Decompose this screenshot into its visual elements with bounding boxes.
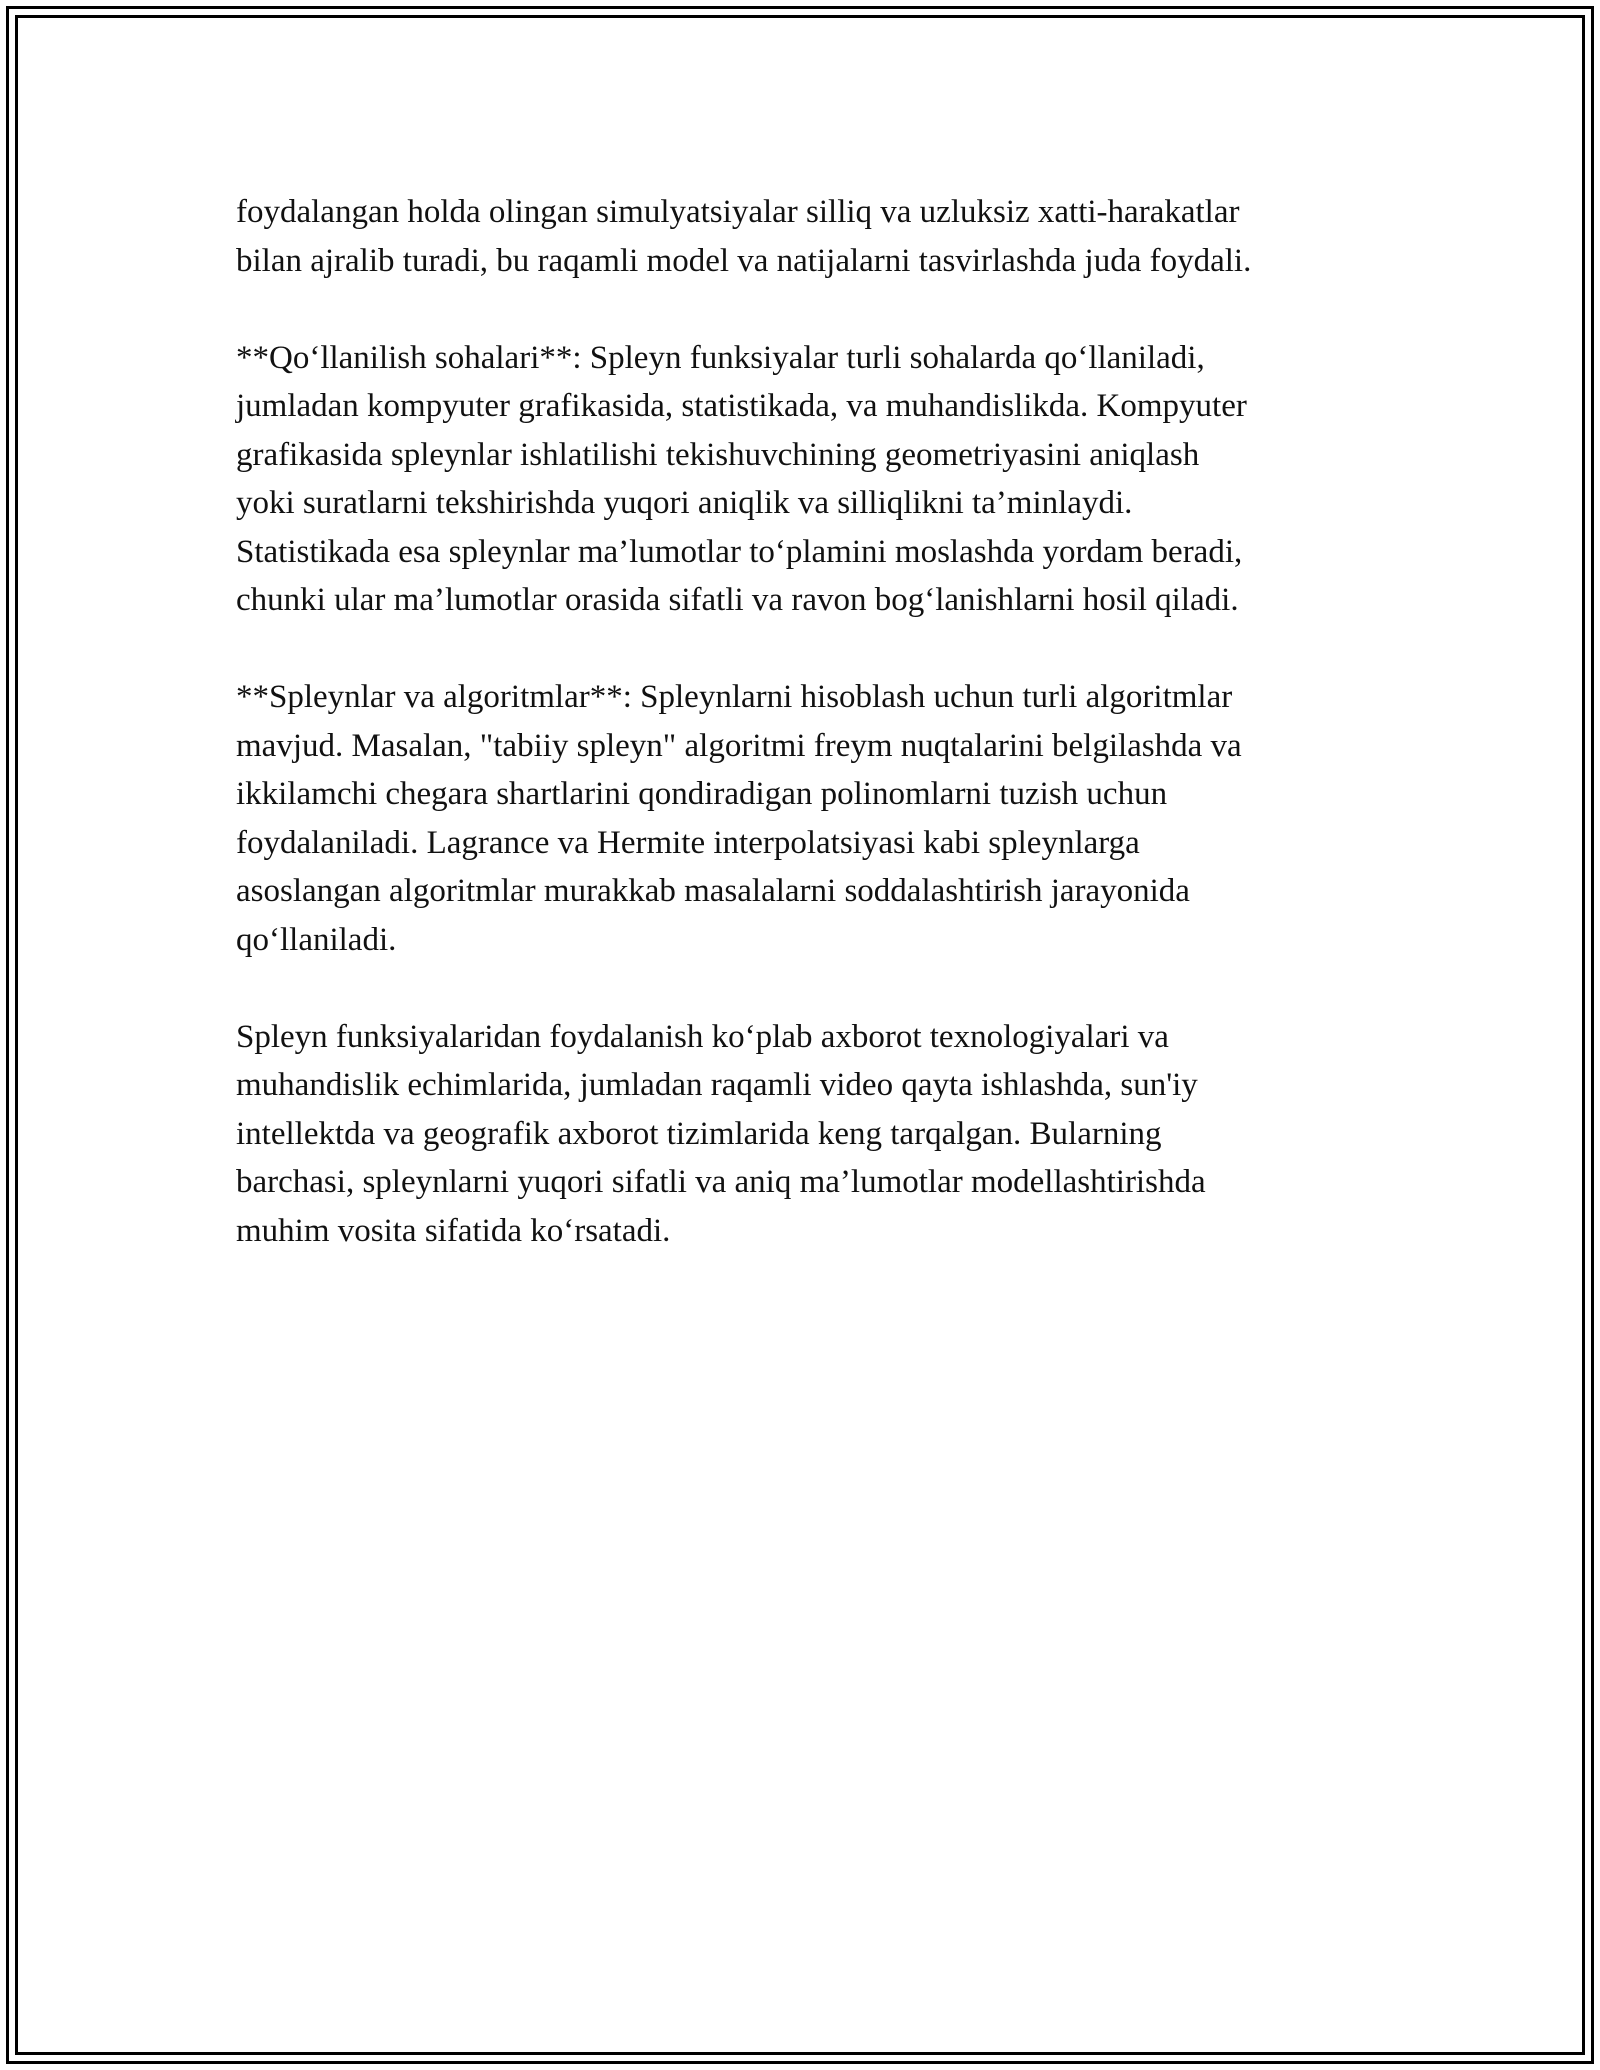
text-line: barchasi, spleynlarni yuqori sifatli va aniq ma’lumotlar modellashtirishda	[236, 1164, 1206, 1200]
text-line: asoslangan algoritmlar murakkab masalalarni soddalashtirish jarayonida	[236, 873, 1190, 909]
text-line: **Spleynlar va algoritmlar**: Spleynlarni hisoblash uchun turli algoritmlar	[236, 679, 1233, 715]
text-line: qo‘llaniladi.	[236, 921, 397, 958]
text-line: bilan ajralib turadi, bu raqamli model va natijalarni tasvirlashda juda foydali.	[236, 242, 1252, 279]
paragraph-conclusion	[236, 1013, 1386, 1256]
text-line: **Qo‘llanilish sohalari**: Spleyn funksiyalar turli sohalarda qo‘llaniladi,	[236, 339, 1205, 376]
text-line: mavjud. Masalan, "tabiiy spleyn" algoritmi freym nuqtalarini belgilashda va	[236, 727, 1242, 764]
text-line: chunki ular ma’lumotlar orasida sifatli va ravon bog‘lanishlarni hosil qiladi.	[236, 582, 1239, 618]
document-body	[236, 188, 1386, 1304]
text-line: yoki suratlarni tekshirishda yuqori aniqlik va silliqlikni ta’minlaydi.	[236, 485, 1133, 521]
paragraph-continuation	[236, 188, 1386, 285]
text-line: foydalangan holda olingan simulyatsiyalar silliq va uzluksiz xatti-harakatlar	[236, 194, 1240, 230]
text-line: ikkilamchi chegara shartlarini qondiradigan polinomlarni tuzish uchun	[236, 776, 1168, 812]
paragraph-splines-algorithms	[236, 673, 1386, 964]
text-line: intellektda va geografik axborot tizimlarida keng tarqalgan. Bularning	[236, 1115, 1162, 1152]
text-line: Spleyn funksiyalaridan foydalanish ko‘plab axborot texnologiyalari va	[236, 1018, 1169, 1055]
text-line: Statistikada esa spleynlar ma’lumotlar to‘plamini moslashda yordam beradi,	[236, 533, 1243, 570]
paragraph-application-areas	[236, 334, 1386, 625]
text-line: grafikasida spleynlar ishlatilishi tekishuvchining geometriyasini aniqlash	[236, 436, 1200, 473]
text-line: foydalaniladi. Lagrance va Hermite interpolatsiyasi kabi spleynlarga	[236, 824, 1140, 861]
text-line: jumladan kompyuter grafikasida, statistikada, va muhandislikda. Kompyuter	[236, 388, 1247, 424]
text-line: muhandislik echimlarida, jumladan raqamli video qayta ishlashda, sun'iy	[236, 1067, 1198, 1103]
text-line: muhim vosita sifatida ko‘rsatadi.	[236, 1212, 671, 1249]
